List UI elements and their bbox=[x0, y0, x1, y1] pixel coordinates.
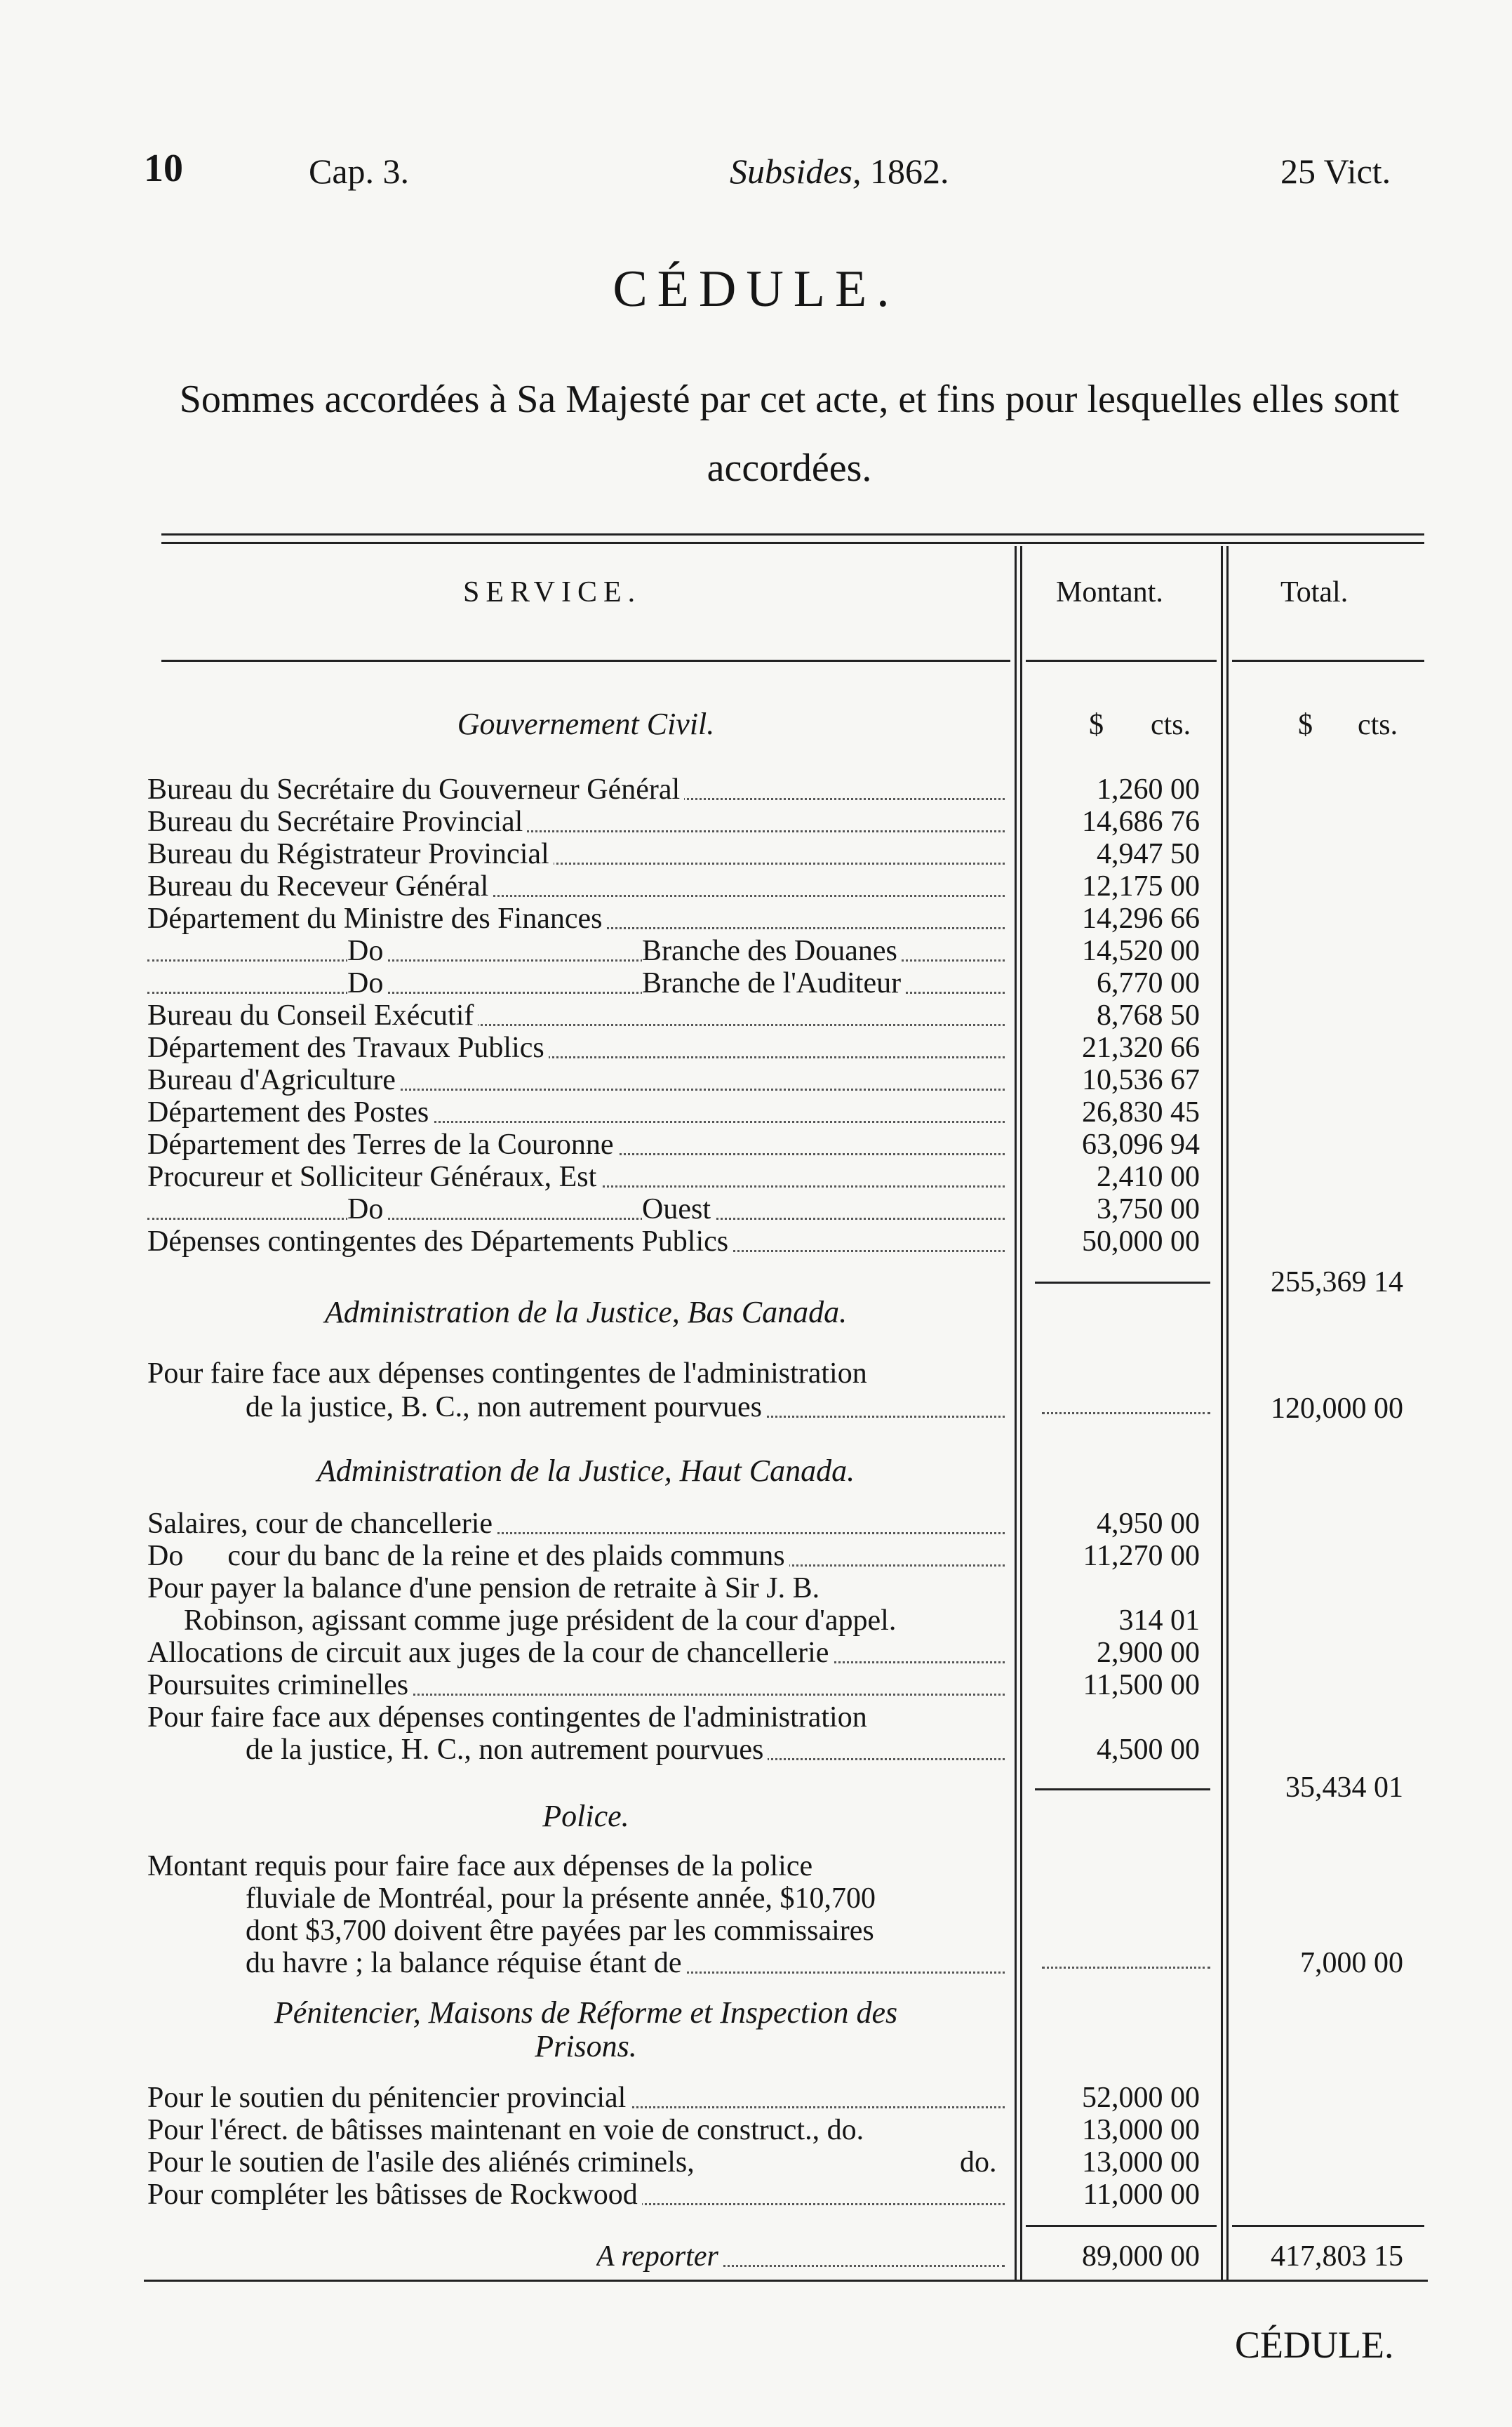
row-amount: 6,770 00 bbox=[1097, 967, 1200, 999]
catchword: CÉDULE. bbox=[1235, 2324, 1394, 2366]
row-label: Bureau du Secrétaire du Gouverneur Général bbox=[147, 773, 684, 806]
justice-hc-row-6b: de la justice, H. C., non autrement pourvues bbox=[246, 1734, 1005, 1766]
header-bottom-rule-m bbox=[1026, 660, 1217, 662]
justice-hc-total: 35,434 01 bbox=[1285, 1771, 1403, 1804]
row-amount: 63,096 94 bbox=[1082, 1129, 1200, 1161]
table-row bbox=[147, 1193, 1005, 1225]
table-row bbox=[147, 870, 1005, 903]
unit-dollar-montant: $ bbox=[1089, 709, 1104, 741]
row-label: Procureur et Solliciteur Généraux, Est bbox=[147, 1161, 601, 1193]
section-title-police: Police. bbox=[542, 1799, 629, 1833]
table-row bbox=[147, 1129, 1005, 1161]
justice-hc-row-5-amount: 11,500 00 bbox=[1083, 1669, 1200, 1701]
police-total: 7,000 00 bbox=[1300, 1947, 1403, 1979]
header-bottom-rule bbox=[161, 660, 1010, 662]
justice-hc-row-3b: Robinson, agissant comme juge président de la cour d'appel. bbox=[184, 1604, 897, 1637]
row-label: Bureau du Régistrateur Provincial bbox=[147, 838, 554, 870]
carry-montant: 89,000 00 bbox=[1082, 2240, 1200, 2273]
justice-hc-row-1: Salaires, cour de chancellerie bbox=[147, 1508, 1005, 1540]
justice-hc-row-2: Do cour du banc de la reine et des plaids communs bbox=[147, 1540, 1005, 1572]
row-label: Département des Postes bbox=[147, 1096, 433, 1129]
carry-rule-t bbox=[1232, 2225, 1424, 2227]
column-header-service: SERVICE. bbox=[463, 576, 642, 609]
row-amount: 12,175 00 bbox=[1082, 870, 1200, 903]
justice-bc-total: 120,000 00 bbox=[1271, 1392, 1403, 1425]
penitencier-row-1: Pour le soutien du pénitencier provincial bbox=[147, 2082, 1005, 2114]
justice-hc-row-6a: Pour faire face aux dépenses contingentes de l'administration bbox=[147, 1701, 867, 1734]
row-amount: 50,000 00 bbox=[1082, 1225, 1200, 1258]
justice-bc-line-1: Pour faire face aux dépenses contingentes de l'administration bbox=[147, 1357, 867, 1390]
row-label: Do bbox=[347, 1193, 387, 1225]
reign-label: 25 Vict. bbox=[1280, 152, 1391, 191]
column-divider-1 bbox=[1015, 546, 1017, 2280]
penitencier-row-1-amount: 52,000 00 bbox=[1082, 2082, 1200, 2114]
running-title bbox=[730, 151, 949, 192]
page-title: CÉDULE. bbox=[613, 260, 899, 318]
unit-dollar-total: $ bbox=[1298, 709, 1313, 741]
table-bottom-rule bbox=[144, 2280, 1428, 2282]
justice-hc-sum-rule bbox=[1035, 1788, 1210, 1790]
row-label: Dépenses contingentes des Départements Publics bbox=[147, 1225, 732, 1258]
row-label: Bureau du Receveur Général bbox=[147, 870, 493, 903]
police-line-1: Montant requis pour faire face aux dépenses de la police bbox=[147, 1850, 813, 1882]
row-amount: 21,320 66 bbox=[1082, 1032, 1200, 1064]
carry-row: A reporter bbox=[596, 2240, 1005, 2273]
penitencier-row-3: Pour le soutien de l'asile des aliénés criminels, bbox=[147, 2146, 695, 2179]
chapter-label: Cap. 3. bbox=[309, 152, 410, 191]
section-title-penitencier-2: Prisons. bbox=[535, 2029, 637, 2063]
column-divider-1b bbox=[1020, 546, 1022, 2280]
row-amount: 3,750 00 bbox=[1097, 1193, 1200, 1225]
row-label: Do bbox=[347, 967, 387, 999]
table-row bbox=[147, 935, 1005, 967]
section-title-penitencier: Pénitencier, Maisons de Réforme et Inspection des bbox=[274, 1995, 898, 2030]
unit-cents-montant: cts. bbox=[1151, 709, 1191, 741]
justice-hc-row-2-amount: 11,270 00 bbox=[1083, 1540, 1200, 1572]
row-label: Do bbox=[347, 935, 387, 967]
penitencier-row-4-amount: 11,000 00 bbox=[1083, 2179, 1200, 2211]
row-label: Bureau d'Agriculture bbox=[147, 1064, 400, 1096]
row-amount: 8,768 50 bbox=[1097, 999, 1200, 1032]
row-amount: 14,520 00 bbox=[1082, 935, 1200, 967]
running-year: 1862. bbox=[870, 152, 949, 191]
table-row bbox=[147, 967, 1005, 999]
page-subtitle: Sommes accordées à Sa Majesté par cet acte, et fins pour lesquelles elles sont accordées. bbox=[179, 378, 1400, 490]
justice-hc-row-4-amount: 2,900 00 bbox=[1097, 1637, 1200, 1669]
table-top-rule bbox=[161, 533, 1424, 536]
justice-bc-line-2: de la justice, B. C., non autrement pourvues bbox=[246, 1391, 1005, 1423]
section-title-civil: Gouvernement Civil. bbox=[457, 707, 715, 741]
row-label: Bureau du Secrétaire Provincial bbox=[147, 806, 527, 838]
police-line-3: dont $3,700 doivent être payées par les commissaires bbox=[246, 1915, 874, 1947]
table-row bbox=[147, 1064, 1005, 1096]
table-row bbox=[147, 838, 1005, 870]
row-amount: 10,536 67 bbox=[1082, 1064, 1200, 1096]
carry-total: 417,803 15 bbox=[1271, 2240, 1403, 2273]
running-subject: Subsides, bbox=[730, 152, 862, 191]
table-row bbox=[147, 773, 1005, 806]
penitencier-row-4: Pour compléter les bâtisses de Rockwood bbox=[147, 2179, 1005, 2211]
table-row bbox=[147, 1096, 1005, 1129]
police-line-2: fluviale de Montréal, pour la présente année, $10,700 bbox=[246, 1882, 876, 1915]
row-amount: 4,947 50 bbox=[1097, 838, 1200, 870]
row-label: Département des Travaux Publics bbox=[147, 1032, 549, 1064]
civil-total: 255,369 14 bbox=[1271, 1266, 1403, 1298]
justice-hc-row-6-amount: 4,500 00 bbox=[1097, 1734, 1200, 1766]
justice-hc-row-4: Allocations de circuit aux juges de la cour de chancellerie bbox=[147, 1637, 1005, 1669]
carry-rule-m bbox=[1026, 2225, 1217, 2227]
header-bottom-rule-t bbox=[1232, 660, 1424, 662]
column-divider-2b bbox=[1226, 546, 1229, 2280]
row-sublabel: Branche des Douanes bbox=[642, 935, 902, 967]
justice-bc-montant-leader bbox=[1042, 1412, 1210, 1414]
penitencier-row-3-amount: 13,000 00 bbox=[1082, 2146, 1200, 2179]
page-number: 10 bbox=[144, 147, 183, 190]
section-title-justice-hc: Administration de la Justice, Haut Canada. bbox=[316, 1454, 855, 1488]
penitencier-row-2: Pour l'érect. de bâtisses maintenant en voie de construct., do. bbox=[147, 2114, 864, 2146]
row-amount: 2,410 00 bbox=[1097, 1161, 1200, 1193]
row-amount: 1,260 00 bbox=[1097, 773, 1200, 806]
police-montant-leader bbox=[1042, 1967, 1210, 1969]
table-row bbox=[147, 1161, 1005, 1193]
row-label: Bureau du Conseil Exécutif bbox=[147, 999, 478, 1032]
table-row bbox=[147, 1032, 1005, 1064]
table-row bbox=[147, 999, 1005, 1032]
table-row bbox=[147, 806, 1005, 838]
justice-hc-row-3a: Pour payer la balance d'une pension de retraite à Sir J. B. bbox=[147, 1572, 820, 1604]
column-header-total: Total. bbox=[1280, 576, 1349, 609]
police-line-4: du havre ; la balance réquise étant de bbox=[246, 1947, 1005, 1979]
row-label: Département du Ministre des Finances bbox=[147, 903, 607, 935]
row-amount: 14,296 66 bbox=[1082, 903, 1200, 935]
row-sublabel: Ouest bbox=[642, 1193, 715, 1225]
column-header-montant: Montant. bbox=[1056, 576, 1163, 609]
section-title-justice-bc: Administration de la Justice, Bas Canada. bbox=[324, 1295, 848, 1329]
row-label: Département des Terres de la Couronne bbox=[147, 1129, 618, 1161]
row-sublabel: Branche de l'Auditeur bbox=[642, 967, 905, 999]
table-row bbox=[147, 903, 1005, 935]
table-top-rule-2 bbox=[161, 542, 1424, 544]
row-amount: 14,686 76 bbox=[1082, 806, 1200, 838]
unit-cents-total: cts. bbox=[1358, 709, 1398, 741]
row-amount: 26,830 45 bbox=[1082, 1096, 1200, 1129]
justice-hc-row-3-amount: 314 01 bbox=[1118, 1604, 1200, 1637]
column-divider-2 bbox=[1221, 546, 1223, 2280]
penitencier-row-2-amount: 13,000 00 bbox=[1082, 2114, 1200, 2146]
penitencier-row-3-do: do. bbox=[960, 2146, 997, 2179]
justice-hc-row-1-amount: 4,950 00 bbox=[1097, 1508, 1200, 1540]
table-row bbox=[147, 1225, 1005, 1258]
civil-sum-rule bbox=[1035, 1282, 1210, 1284]
justice-hc-row-5: Poursuites criminelles bbox=[147, 1669, 1005, 1701]
